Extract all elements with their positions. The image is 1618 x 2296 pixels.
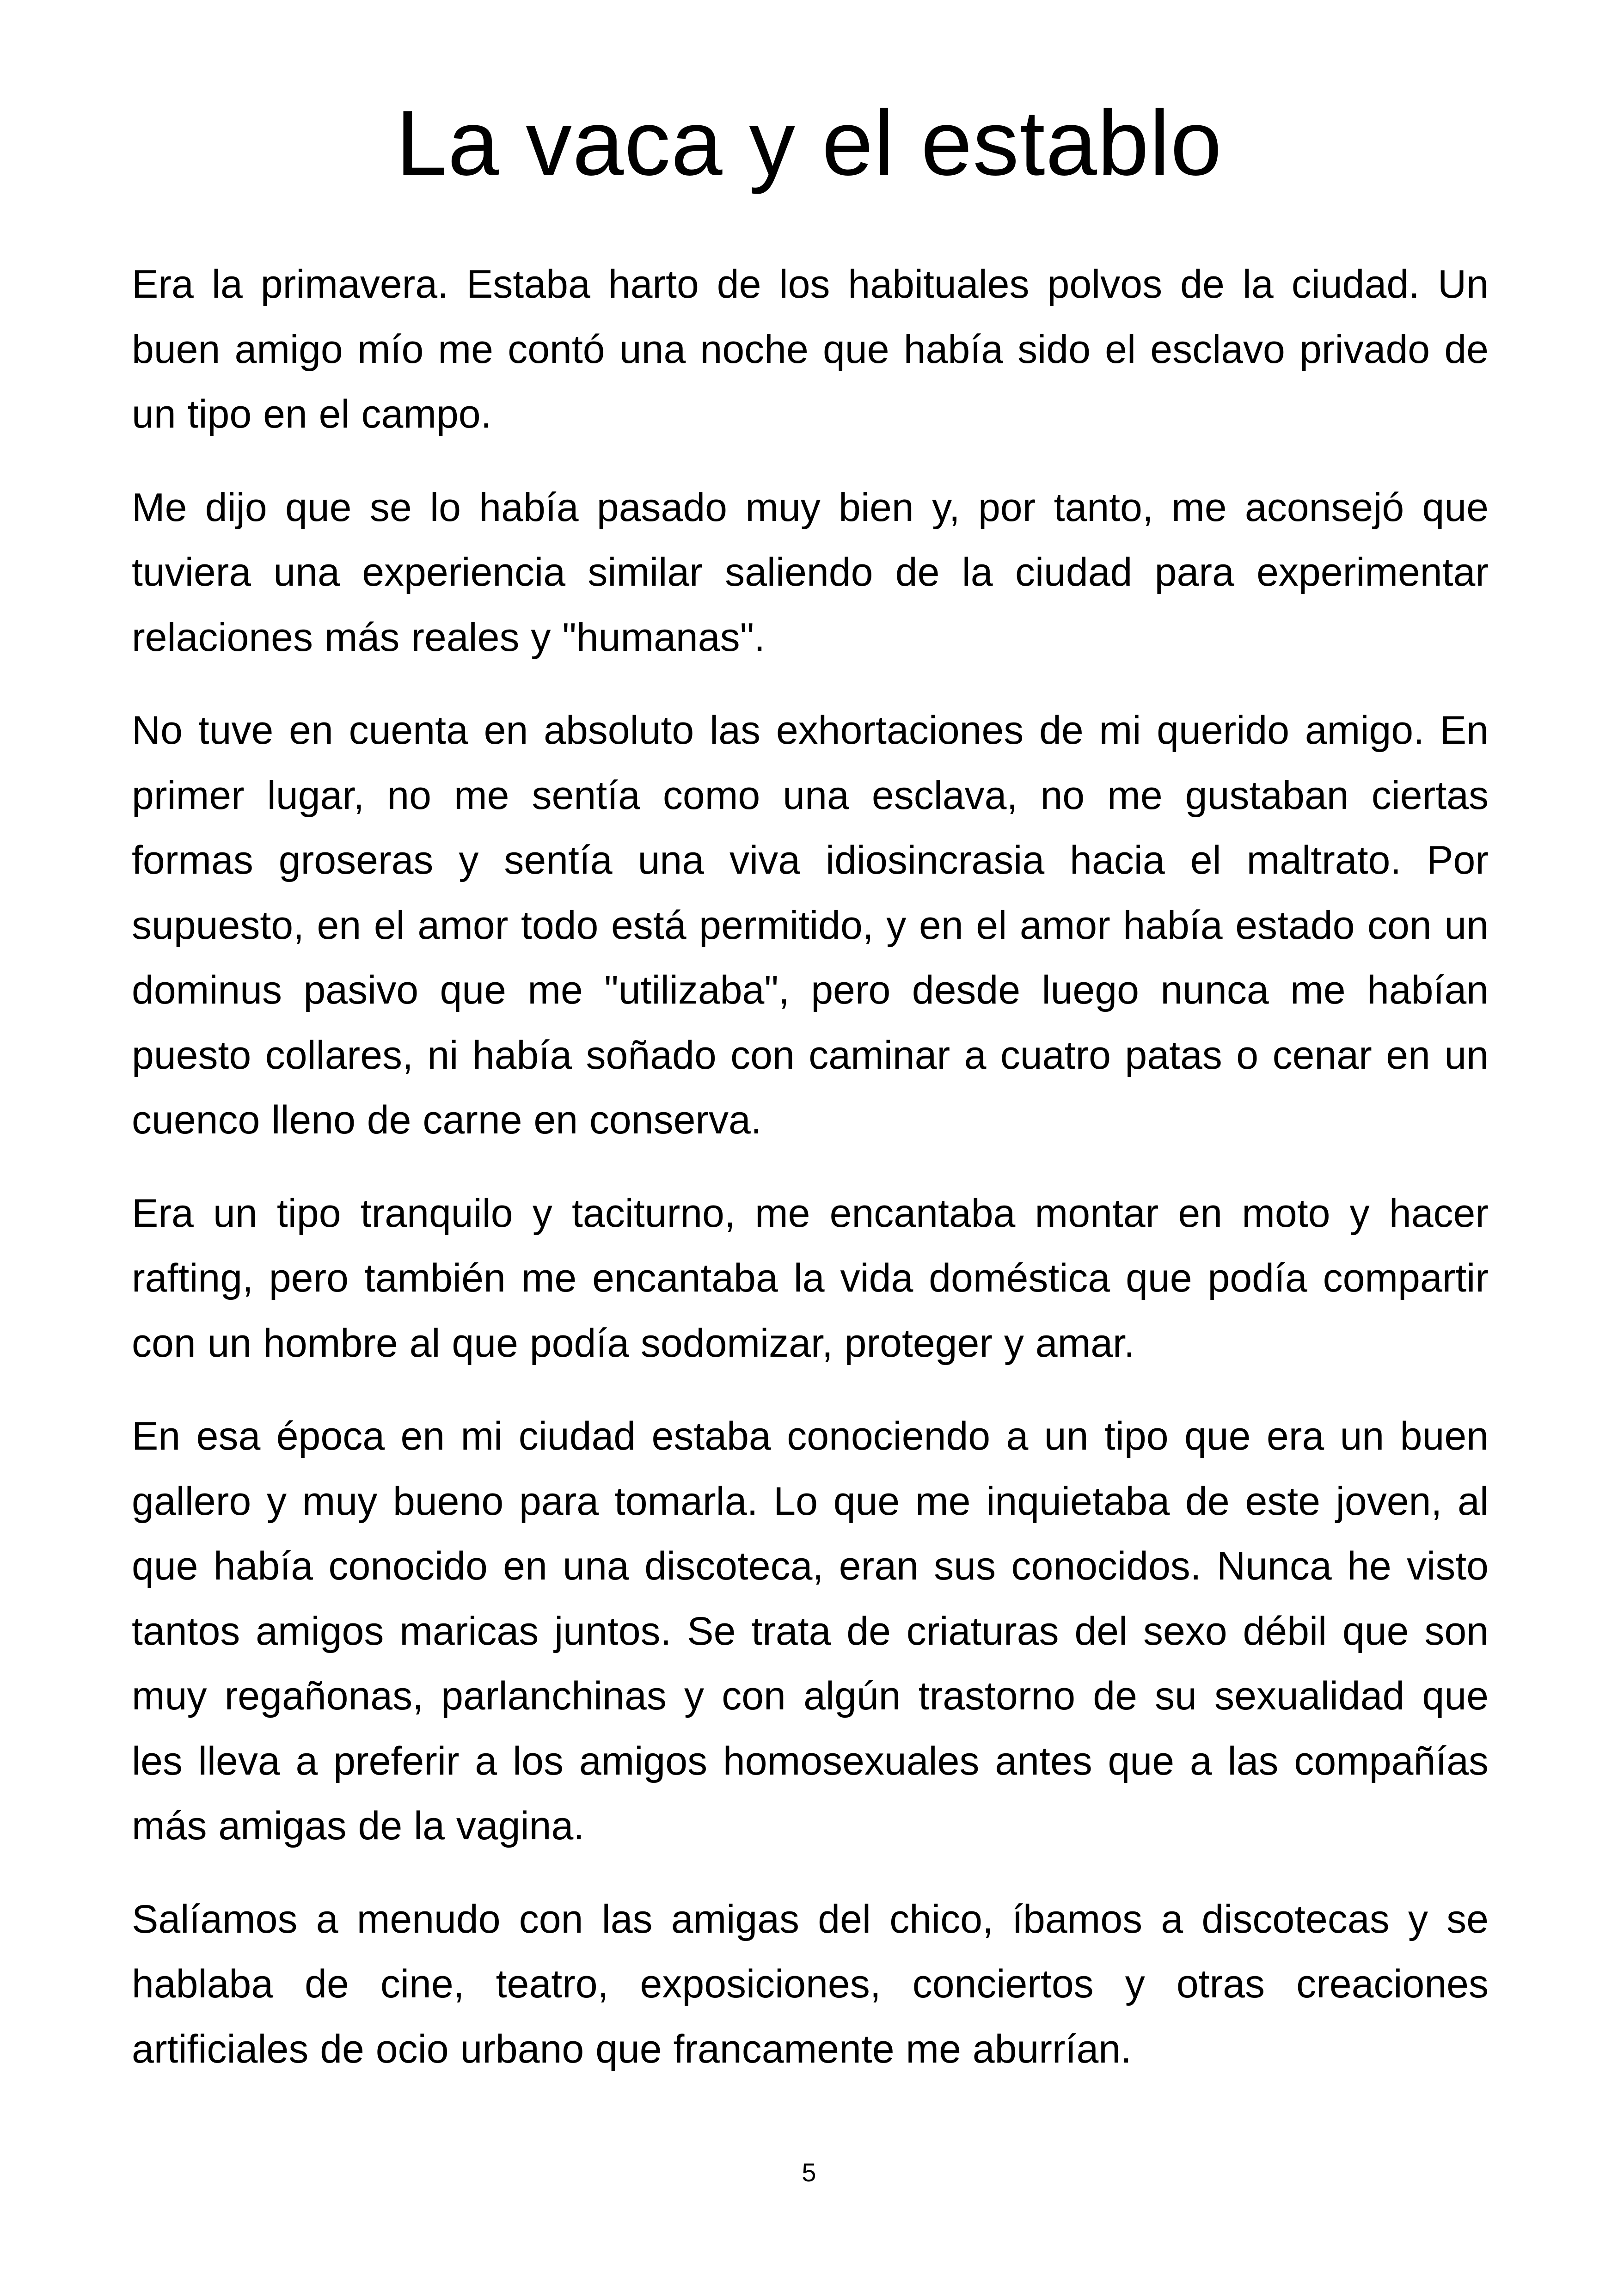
paragraph: Era la primavera. Estaba harto de los habituales polvos de la ciudad. Un buen amigo mío me contó una noche que había sido el esclavo privado de un tipo en el campo.	[132, 262, 1489, 436]
paragraph: En esa época en mi ciudad estaba conociendo a un tipo que era un buen gallero y muy bueno para tomarla. Lo que me inquietaba de este joven, al que había conocido en una discoteca, eran sus conocidos. Nunca he visto tantos amigos maricas juntos. Se trata de criaturas del sexo débil que son muy regañonas, parlanchinas y con algún trastorno de su sexualidad que les lleva a preferir a los amigos homosexuales antes que a las compañías más amigas de la vagina.	[132, 1414, 1489, 1848]
body-text	[132, 252, 1489, 2110]
page-number: 5	[802, 2158, 816, 2187]
paragraph: Salíamos a menudo con las amigas del chico, íbamos a discotecas y se hablaba de cine, teatro, exposiciones, conciertos y otras creaciones artificiales de ocio urbano que francamente me aburrían.	[132, 1897, 1489, 2071]
paragraph: No tuve en cuenta en absoluto las exhortaciones de mi querido amigo. En primer lugar, no me sentía como una esclava, no me gustaban ciertas formas groseras y sentía una viva idiosincrasia hacia el maltrato. Por supuesto, en el amor todo está permitido, y en el amor había estado con un dominus pasivo que me "utilizaba", pero desde luego nunca me habían puesto collares, ni había soñado con caminar a cuatro patas o cenar en un cuenco lleno de carne en conserva.	[132, 708, 1489, 1142]
paragraph: Me dijo que se lo había pasado muy bien y, por tanto, me aconsejó que tuviera una experiencia similar saliendo de la ciudad para experimentar relaciones más reales y "humanas".	[132, 485, 1489, 660]
paragraph: Era un tipo tranquilo y taciturno, me encantaba montar en moto y hacer rafting, pero también me encantaba la vida doméstica que podía compartir con un hombre al que podía sodomizar, proteger y amar.	[132, 1191, 1489, 1365]
page-title: La vaca y el establo	[396, 92, 1222, 195]
